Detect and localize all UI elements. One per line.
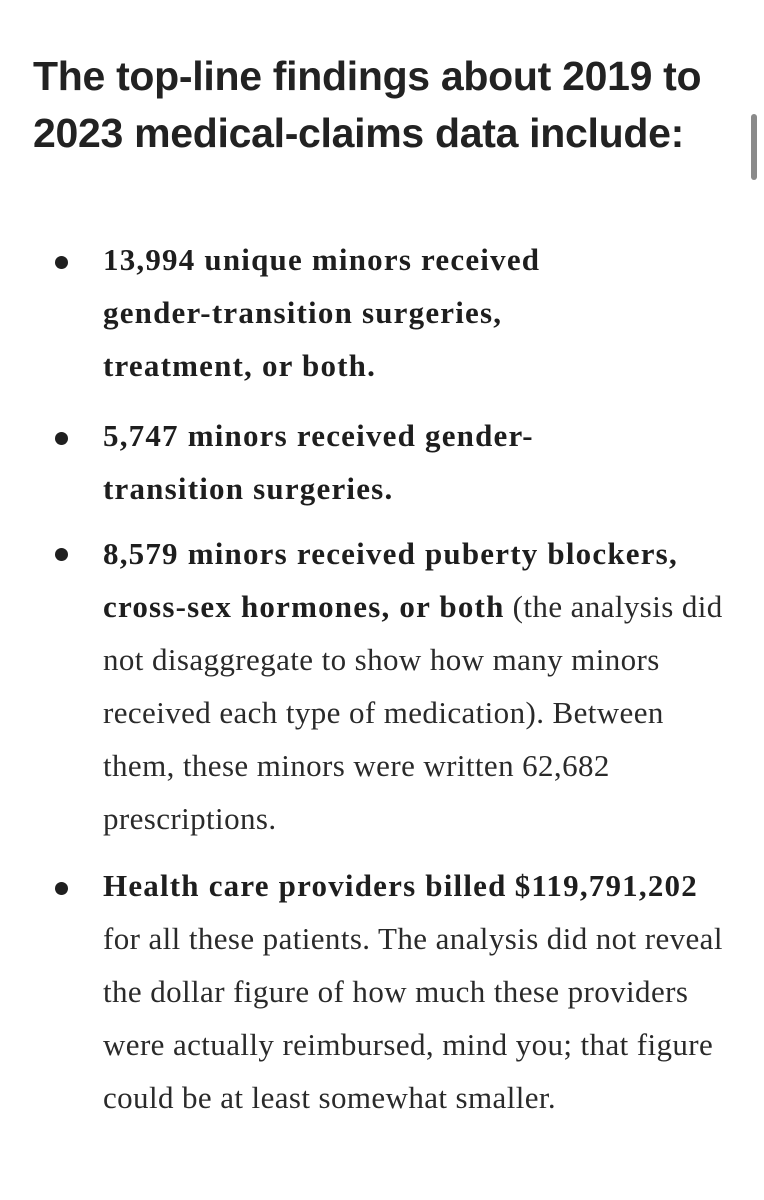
body-text: for all these patients. The analysis did not reveal the dollar figure of how much these providers were actually reimbursed, mind you; that figure could be at least somewhat smaller.: [103, 921, 723, 1115]
list-item-text: [103, 527, 743, 845]
emphasized-text: 5,747 minors received gender-transition surgeries.: [103, 418, 534, 506]
list-item-text: [103, 859, 743, 1124]
body-text: (the analysis did not disaggregate to show how many minors received each type of medication). Between them, these minors were written 62,682 prescriptions.: [103, 589, 723, 836]
emphasized-text: 13,994 unique minors received gender-transition surgeries, treatment, or both.: [103, 242, 541, 383]
scrollbar-thumb[interactable]: [751, 114, 757, 180]
billed-amount: $119,791,202: [514, 868, 698, 903]
emphasized-text: Health care providers billed: [103, 868, 507, 903]
list-item-text: [103, 409, 623, 515]
list-item-text: [103, 233, 643, 392]
bullet-dot-icon: [55, 548, 68, 561]
bullet-dot-icon: [55, 882, 68, 895]
emphasized-text: 8,579 minors received puberty blockers, cross-sex hormones, or both: [103, 536, 678, 624]
bullet-dot-icon: [55, 432, 68, 445]
section-heading: The top-line findings about 2019 to 2023 medical-claims data include:: [33, 53, 702, 156]
bullet-dot-icon: [55, 256, 68, 269]
